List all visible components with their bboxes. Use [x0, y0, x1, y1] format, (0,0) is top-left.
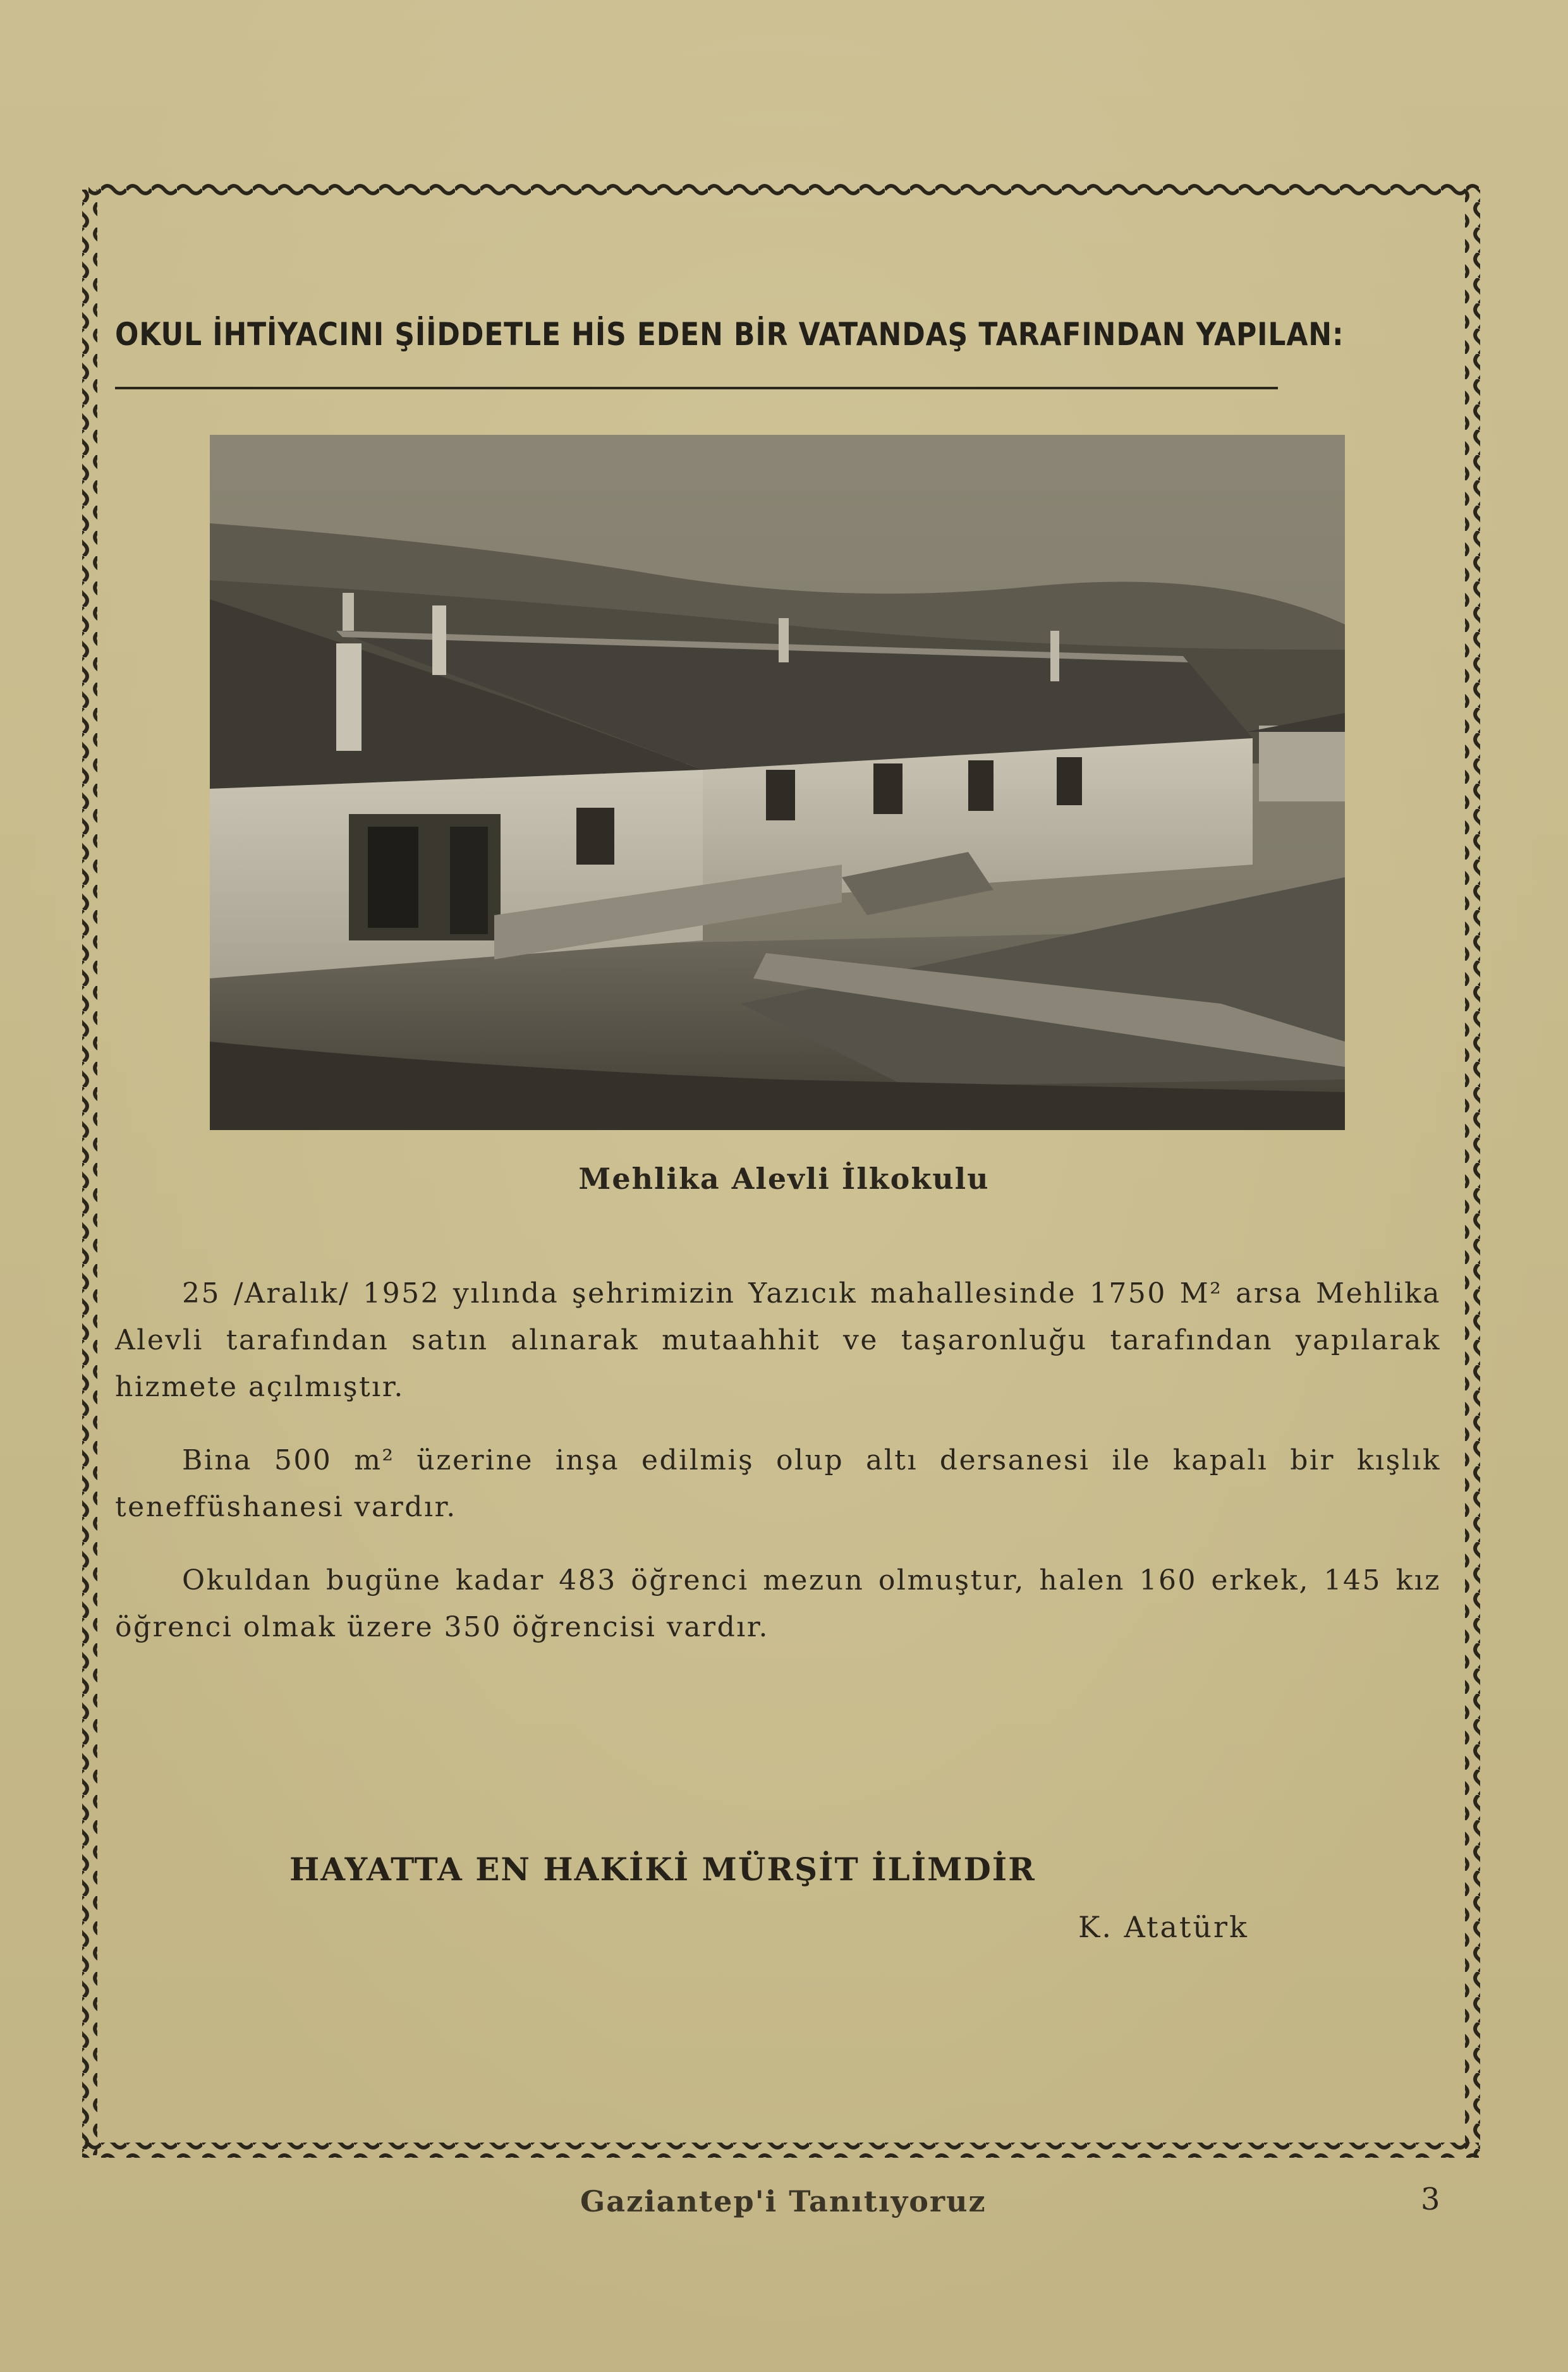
page-heading: OKUL İHTİYACINI ŞİİDDETLE HİS EDEN BİR VATANDAŞ TARAFINDAN YAPILAN: — [115, 316, 1344, 353]
footer-title: Gaziantep'i Tanıtıyoruz — [580, 2184, 987, 2218]
school-building-photo — [210, 435, 1345, 1130]
paragraph-1: 25 /Aralık/ 1952 yılında şehrimizin Yazıcık mahallesinde 1750 M² arsa Mehlika Alevli tarafından satın alınarak mutaahhit ve taşaronluğu tarafından yapılarak hizmete açılmıştır. — [115, 1277, 1441, 1403]
paragraph-2: Bina 500 m² üzerine inşa edilmiş olup altı dersanesi ile kapalı bir kışlık teneffüshanesi vardır. — [115, 1444, 1441, 1523]
page-number: 3 — [1421, 2182, 1440, 2217]
paragraph-3: Okuldan bugüne kadar 483 öğrenci mezun olmuştur, halen 160 erkek, 145 kız öğrenci olmak üzere 350 öğrencisi vardır. — [115, 1564, 1441, 1643]
border-bottom — [82, 2143, 1479, 2158]
school-building-photo-icon — [210, 435, 1345, 1130]
border-top — [88, 183, 1479, 198]
motto-quote: HAYATTA EN HAKİKİ MÜRŞİT İLİMDİR — [289, 1851, 1036, 1888]
motto-author: K. Atatürk — [1078, 1910, 1249, 1944]
article-body — [115, 1270, 1441, 1677]
heading-underline — [115, 387, 1278, 389]
photo-caption: Mehlika Alevli İlkokulu — [578, 1162, 990, 1196]
